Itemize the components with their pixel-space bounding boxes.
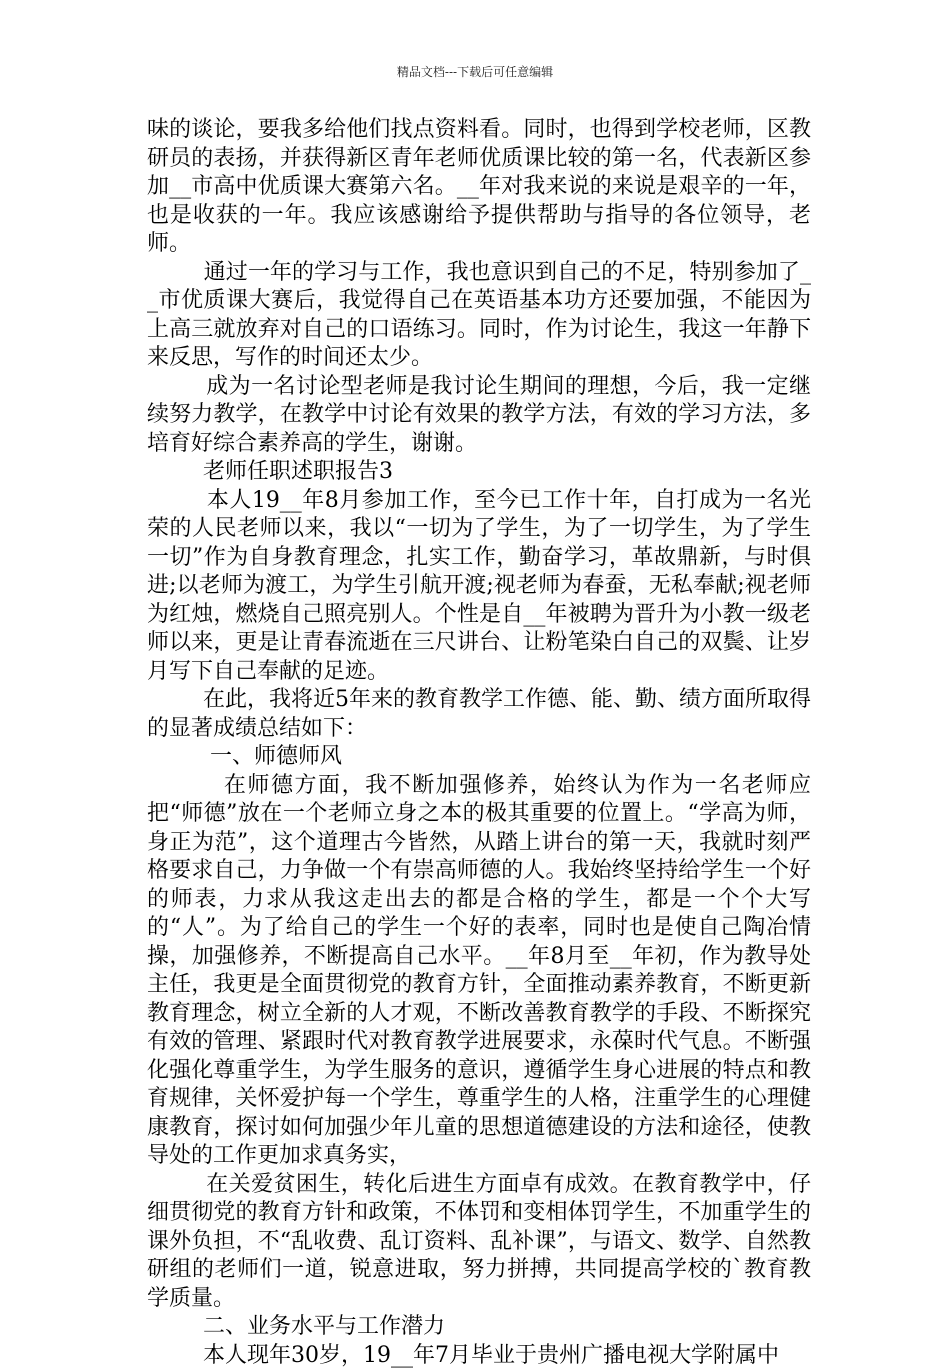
paragraph: 本人现年30岁，19__年7月毕业于贵州广播电视大学附属中 [147,1342,811,1370]
paragraph: 本人19__年8月参加工作，至今已工作十年，自打成为一名光荣的人民老师以来，我以“一切为了学生，为了一切学生，为了学生一切”作为自身教育理念，扎实工作，勤奋学习，革故鼎新，与时俱进;以老师为渡工，为学生引航开渡;视老师为春蚕，无私奉献;视老师为红烛，燃烧自己照亮别人。个性是自__年被聘为晋升为小教一级老师以来，更是让青春流逝在三尺讲台、让粉笔染白自己的双鬓、让岁月写下自己奉献的足迹。 [147,487,811,687]
paragraph: 味的谈论，要我多给他们找点资料看。同时，也得到学校老师，区教研员的表扬，并获得新区青年老师优质课比较的第一名，代表新区参加__市高中优质课大赛第六名。__年对我来说的来说是艰辛的一年，也是收获的一年。我应该感谢给予提供帮助与指导的各位领导，老师。 [147,116,811,259]
paragraph: 成为一名讨论型老师是我讨论生期间的理想，今后，我一定继续努力教学，在教学中讨论有效果的教学方法，有效的学习方法，多培育好综合素养高的学生，谢谢。 [147,373,811,459]
section-heading: 一、师德师风 [147,743,811,772]
section-title: 老师任职述职报告3 [147,458,811,487]
paragraph: 通过一年的学习与工作，我也意识到自己的不足，特别参加了__市优质课大赛后，我觉得自己在英语基本功方还要加强，不能因为上高三就放弃对自己的口语练习。同时，作为讨论生，我这一年静下来反思，写作的时间还太少。 [147,259,811,373]
page-header: 精品文档---下载后可任意编辑 [0,64,950,80]
paragraph: 在关爱贫困生，转化后进生方面卓有成效。在教育教学中，仔细贯彻党的教育方针和政策，不体罚和变相体罚学生，不加重学生的课外负担，不“乱收费、乱订资料、乱补课”，与语文、数学、自然教研组的老师们一道，锐意进取，努力拼搏，共同提高学校的`教育教学质量。 [147,1171,811,1314]
section-heading: 二、业务水平与工作潜力 [147,1313,811,1342]
paragraph: 在师德方面，我不断加强修养，始终认为作为一名老师应把“师德”放在一个老师立身之本的极其重要的位置上。“学高为师，身正为范”，这个道理古今皆然，从踏上讲台的第一天，我就时刻严格要求自己，力争做一个有崇高师德的人。我始终坚持给学生一个好的师表，力求从我这走出去的都是合格的学生，都是一个个大写的“人”。为了给自己的学生一个好的表率，同时也是使自己陶冶情操，加强修养，不断提高自己水平。__年8月至__年初，作为教导处主任，我更是全面贯彻党的教育方针，全面推动素养教育，不断更新教育理念，树立全新的人才观，不断改善教育教学的手段、不断探究有效的管理、紧跟时代对教育教学进展要求，永葆时代气息。不断强化强化尊重学生，为学生服务的意识，遵循学生身心进展的特点和教育规律，关怀爱护每一个学生，尊重学生的人格，注重学生的心理健康教育，探讨如何加强少年儿童的思想道德建设的方法和途径，使教导处的工作更加求真务实， [147,772,811,1171]
document-body [147,116,811,1370]
paragraph: 在此，我将近5年来的教育教学工作德、能、勤、绩方面所取得的显著成绩总结如下： [147,686,811,743]
